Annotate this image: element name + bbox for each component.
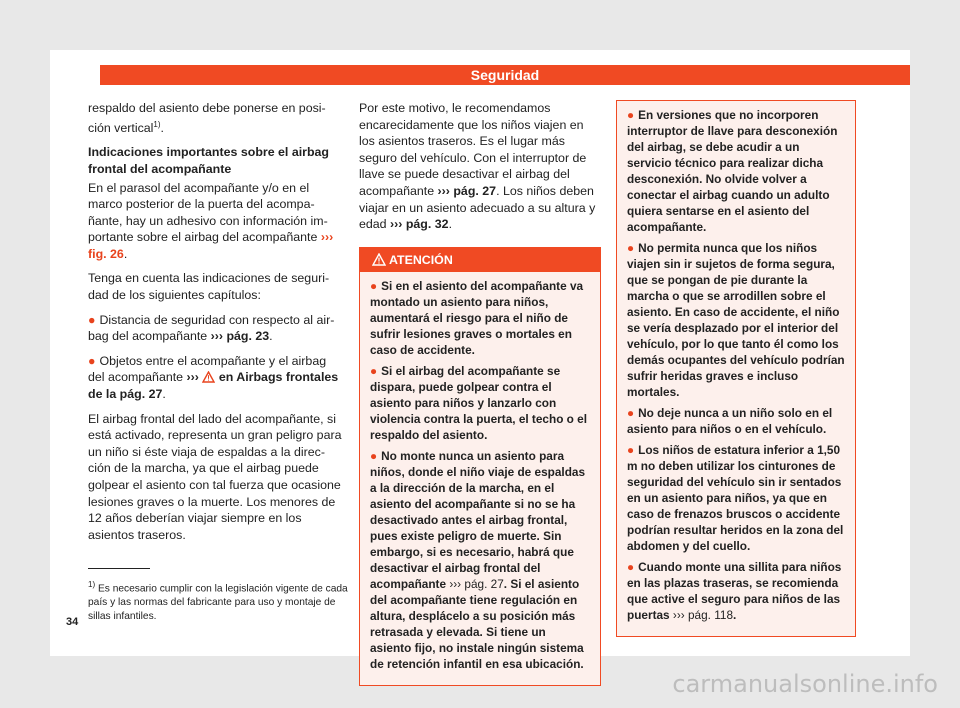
bullet-icon: ● (370, 363, 378, 378)
paragraph-recommendation: Por este motivo, le recomendamos encarecidamente que los niños viajen en los asientos traseros. Es el lugar más seguro del vehículo. Con el interruptor de llave se puede desactivar el airbag del acompañante ››› pág. 27. Los niños deben viajar en un asiento adecuado a su altura y edad ››› pág. 32. (359, 101, 596, 232)
link-pag-23[interactable]: ››› pág. 23 (210, 329, 270, 344)
bullet-icon: ● (627, 406, 635, 420)
footnote-marker: 1) (88, 580, 96, 589)
paragraph-chapters: Tenga en cuenta las indicaciones de seguridad de los siguientes capítulos: (88, 271, 330, 303)
column-middle (359, 100, 601, 686)
warning-item: ● No monte nunca un asiento para niños, donde el niño viaje de espaldas a la dirección de la marcha, en el asiento del acompañante si no se ha desactivado antes el airbag frontal, pues existe peligro de muerte. Sin embargo, si es necesario, habrá que desactivar el airbag frontal del acompañante ››› pág. 27. Si el asiento del acompañante tiene regulación en altura, desplácelo a su posición más retrasada y elevada. Si tiene un asiento fijo, no instale ningún sistema de retención infantil en esa ubicación. (370, 448, 586, 671)
bullet-icon: ● (88, 353, 96, 368)
bullet-icon: ● (88, 312, 96, 327)
bullet-icon: ● (627, 560, 635, 574)
warning-icon (202, 371, 215, 383)
warning-item: ● En versiones que no incorporen interruptor de llave para desconexión del airbag, se debe acudir a un servicio técnico para realizar dicha desconexión. No olvide volver a conectar el airbag cuando un adulto quiera sentarse en el asiento del acompañante. (627, 108, 838, 234)
watermark: carmanualsonline.info (672, 670, 938, 698)
section-heading: Indicaciones importantes sobre el airbag frontal del acompañante (88, 145, 330, 176)
link-pag-118[interactable]: ››› pág. 118 (672, 608, 734, 622)
bullet-icon: ● (627, 108, 635, 122)
footnote-ref[interactable]: 1) (153, 119, 161, 129)
link-pag-32[interactable]: ››› pág. 32 (390, 217, 449, 232)
bullet-icon: ● (627, 241, 635, 255)
column-right (616, 100, 856, 637)
link-airbags-frontales[interactable]: en Airbags frontales de la pág. 27 (88, 370, 339, 402)
warning-item: ● Si en el asiento del acompañante va montado un asiento para niños, aumentará el riesgo para el niño de sufrir lesiones graves o mortales en caso de accidente. (370, 278, 584, 357)
footnote-text: Es necesario cumplir con la legislación vigente de cada país y las normas del fabricante para uso y montaje de sillas infantiles. (88, 583, 348, 623)
footnote (88, 578, 348, 624)
paragraph-sticker: En el parasol del acompañante y/o en el marco posterior de la puerta del acompañante, hay un adhesivo con información importante sobre el airbag del acompañante ››› fig. 26. (88, 180, 334, 261)
warning-item: ● Los niños de estatura inferior a 1,50 m no deben utilizar los cinturones de seguridad del vehículo sin ir sentados en un asiento para niños, ya que en caso de frenazos bruscos o accidente podrían resultar heridos en la zona del abdomen y del cuello. (627, 443, 844, 553)
link-fig-26[interactable]: ››› fig. 26 (88, 230, 334, 261)
manual-page (50, 50, 910, 671)
column-left (88, 100, 343, 551)
section-header: Seguridad (100, 65, 910, 85)
paragraph-danger: El airbag frontal del lado del acompañante, si está activado, representa un gran peligro para un niño si éste viaja de espaldas a la dirección de la marcha, ya que el airbag puede golpear el asiento con tal fuerza que ocasione lesiones graves o la muerte. Los menores de 12 años deberían viajar siempre en los asientos traseros. (88, 411, 342, 542)
bullet-icon: ● (370, 448, 378, 463)
list-item: ● Objetos entre el acompañante y el airbag del acompañante ››› en Airbags frontales de la pág. 27. (88, 353, 339, 402)
warning-box (359, 247, 601, 686)
list-item: ● Distancia de seguridad con respecto al airbag del acompañante ››› pág. 23. (88, 312, 335, 344)
warning-box-continued (616, 100, 856, 637)
warning-title: ATENCIÓN (388, 252, 453, 267)
warning-body (360, 272, 600, 685)
bullet-icon: ● (627, 443, 635, 457)
link-pag-27[interactable]: ››› pág. 27 (437, 183, 497, 198)
bullet-icon: ● (370, 278, 378, 293)
warning-item: ● Cuando monte una sillita para niños en las plazas traseras, se recomienda que active el seguro para niños de las puertas ››› pág. 118. (627, 560, 842, 622)
footnote-divider (88, 568, 150, 569)
warning-item: ● No permita nunca que los niños viajen sin ir sujetos de forma segura, que se pongan de pie durante la marcha o que se arrodillen sobre el asiento. En caso de accidente, el niño se vería desplazado por el interior del vehículo, por lo que tanto él como los demás ocupantes del vehículo podrían sufrir heridas graves e incluso mortales. (627, 241, 845, 399)
link-pag-27[interactable]: ››› pág. 27 (449, 576, 504, 591)
paragraph-intro: respaldo del asiento debe ponerse en posición vertical$^{1)}$. (88, 101, 326, 135)
warning-item: ● Si el airbag del acompañante se dispara, puede golpear contra el asiento para niños y lanzarlo con violencia contra la puerta, el techo o el respaldo del asiento. (370, 363, 587, 442)
warning-item: ● No deje nunca a un niño solo en el asiento para niños o en el vehículo. (627, 406, 833, 436)
warning-header (360, 248, 600, 272)
warning-icon (372, 253, 386, 266)
page-number: 34 (66, 616, 79, 628)
